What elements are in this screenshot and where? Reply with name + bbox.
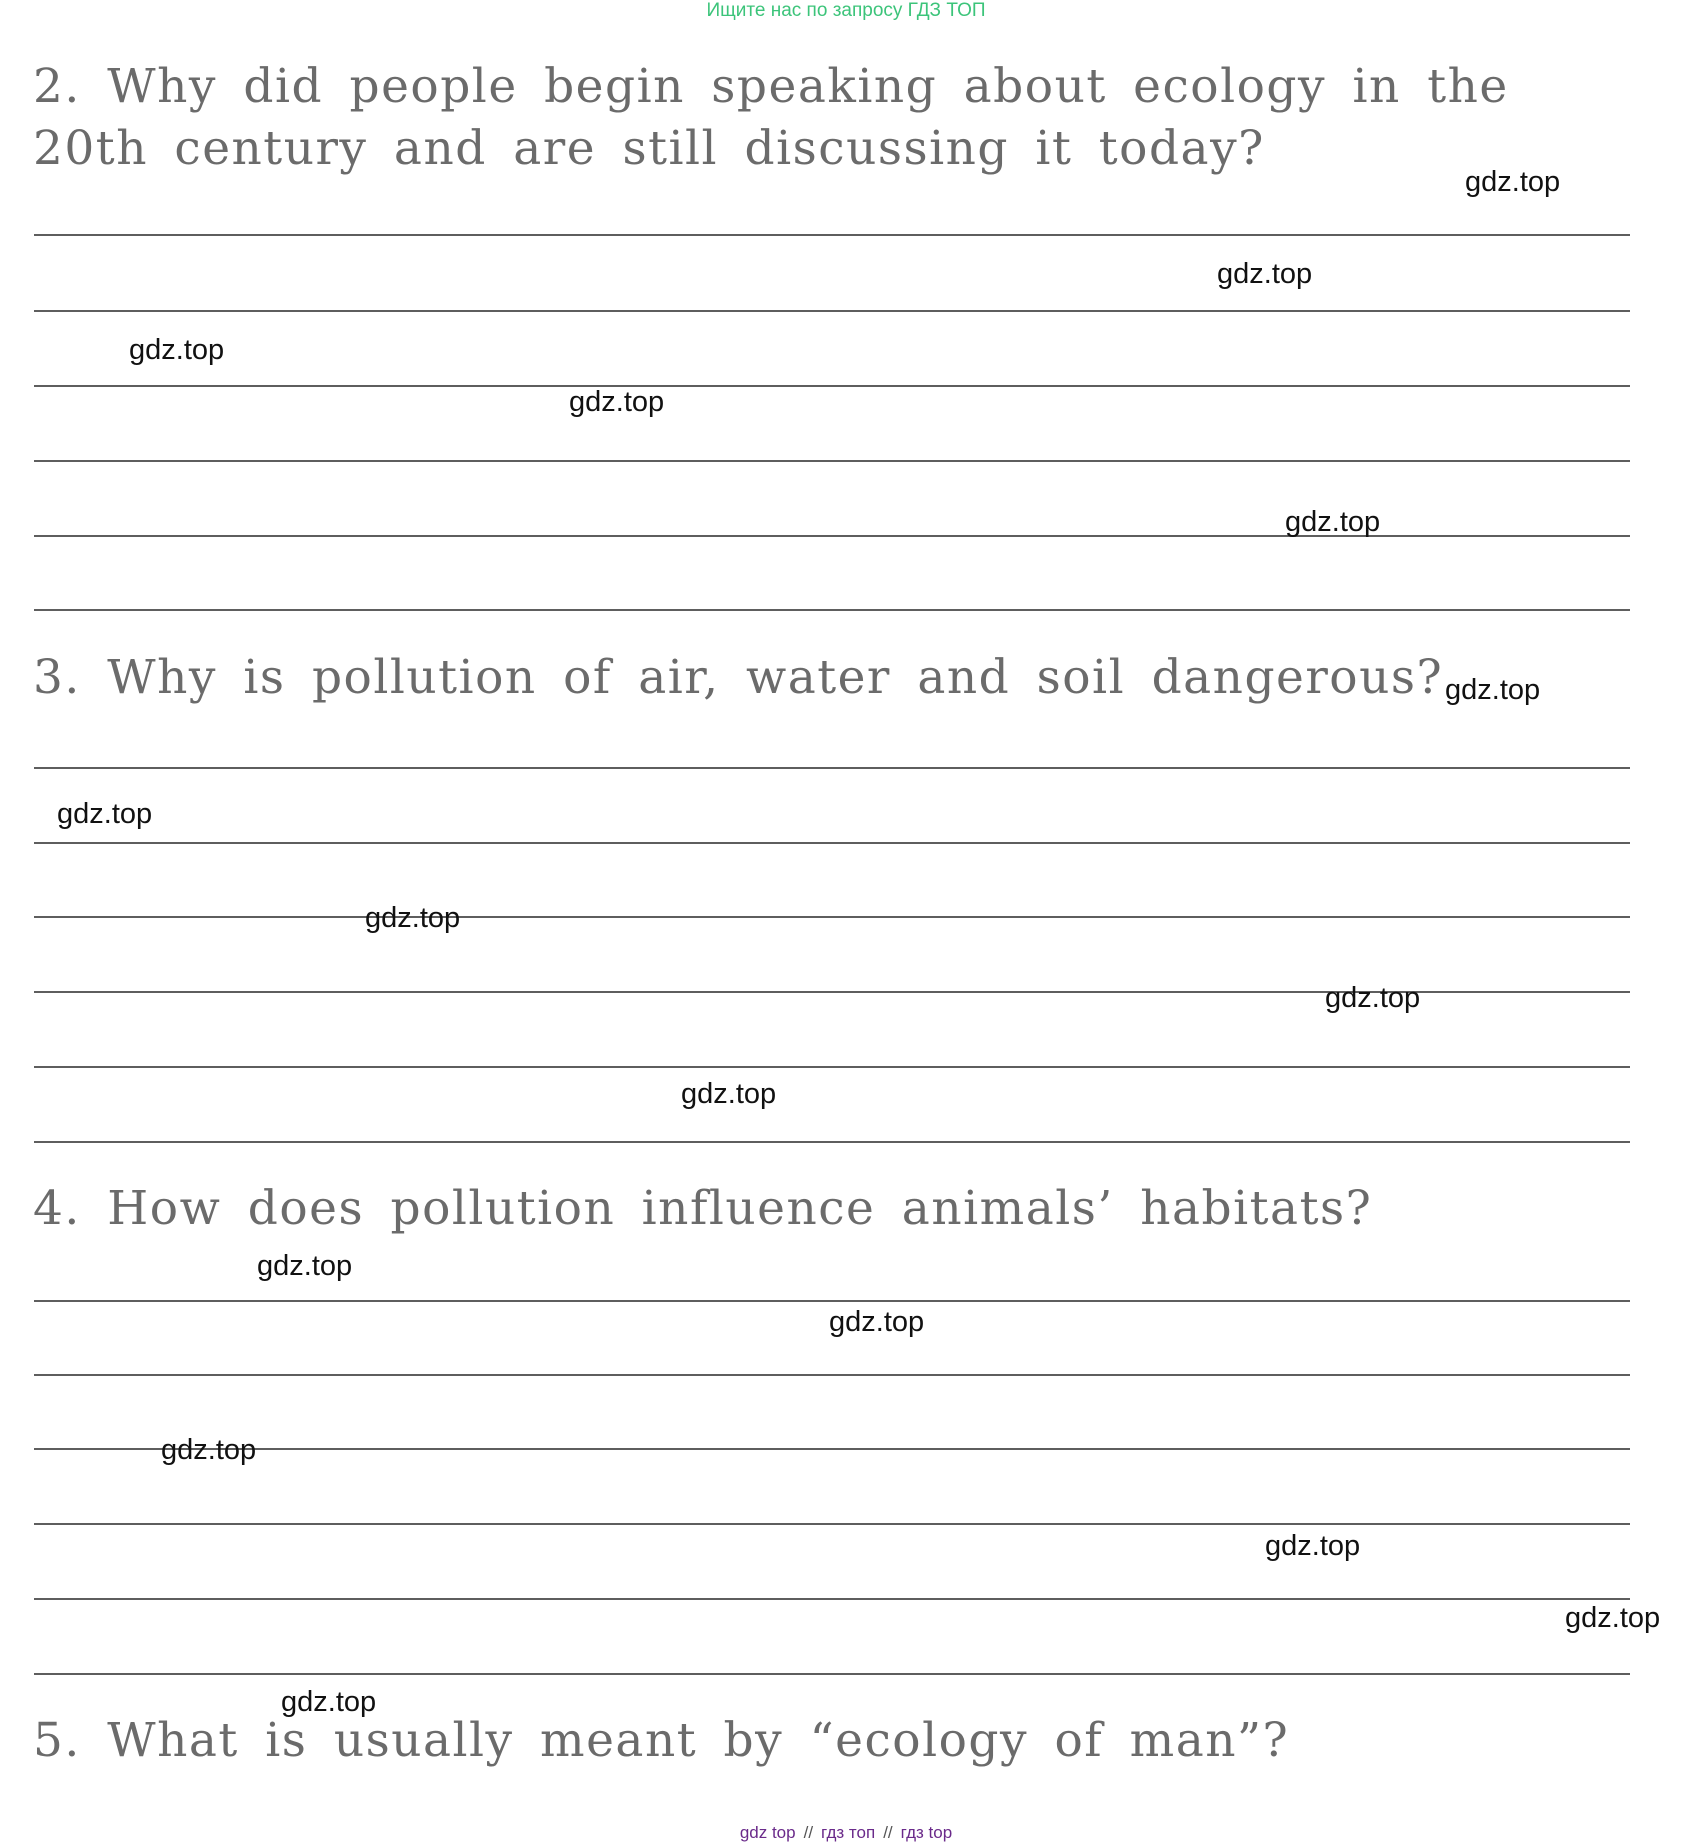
answer-line[interactable]: [34, 1673, 1630, 1675]
footer-link-gdz-top-mixed[interactable]: гдз top: [900, 1823, 953, 1842]
footer-links: [0, 1823, 1692, 1843]
watermark: gdz.top: [129, 334, 225, 366]
question-5: [33, 1710, 1633, 1772]
watermark: gdz.top: [161, 1434, 257, 1466]
question-text: Why is pollution of air, water and soil dangerous?: [107, 650, 1444, 705]
watermark: gdz.top: [281, 1686, 377, 1718]
watermark: gdz.top: [1217, 258, 1313, 290]
question-4: [33, 1178, 1633, 1240]
answer-line[interactable]: [34, 1300, 1630, 1302]
answer-line[interactable]: [34, 1598, 1630, 1600]
question-text: Why did people begin speaking about ecology in the 20th century and are still discussing it today?: [33, 59, 1509, 176]
watermark: gdz.top: [1465, 166, 1561, 198]
footer-separator: //: [803, 1823, 814, 1842]
question-text: How does pollution influence animals’ habitats?: [107, 1181, 1373, 1236]
watermark: gdz.top: [257, 1250, 353, 1282]
watermark: gdz.top: [1325, 982, 1421, 1014]
answer-line[interactable]: [34, 916, 1630, 918]
answer-line[interactable]: [34, 1066, 1630, 1068]
watermark: gdz.top: [829, 1306, 925, 1338]
answer-line[interactable]: [34, 842, 1630, 844]
answer-line[interactable]: [34, 385, 1630, 387]
answer-line[interactable]: [34, 234, 1630, 236]
footer-link-gdz-top[interactable]: gdz top: [739, 1823, 796, 1842]
answer-line[interactable]: [34, 535, 1630, 537]
question-2: [33, 56, 1633, 180]
question-number: 4.: [33, 1181, 81, 1236]
question-number: 5.: [33, 1713, 81, 1768]
answer-line[interactable]: [34, 1523, 1630, 1525]
watermark: gdz.top: [1445, 674, 1541, 706]
watermark: gdz.top: [365, 902, 461, 934]
answer-line[interactable]: [34, 609, 1630, 611]
question-number: 2.: [33, 59, 81, 114]
watermark: gdz.top: [57, 798, 153, 830]
answer-line[interactable]: [34, 310, 1630, 312]
footer-separator: //: [883, 1823, 893, 1842]
answer-line[interactable]: [34, 1448, 1630, 1450]
answer-line[interactable]: [34, 1374, 1630, 1376]
answer-line[interactable]: [34, 767, 1630, 769]
question-text: What is usually meant by “ecology of man”?: [107, 1713, 1290, 1768]
watermark: gdz.top: [1285, 506, 1381, 538]
search-hint-banner[interactable]: Ищите нас по запросу ГДЗ ТОП: [706, 0, 986, 21]
answer-line[interactable]: [34, 460, 1630, 462]
answer-line[interactable]: [34, 1141, 1630, 1143]
watermark: gdz.top: [681, 1078, 777, 1110]
watermark: gdz.top: [1565, 1602, 1661, 1634]
question-number: 3.: [33, 650, 81, 705]
watermark: gdz.top: [1265, 1530, 1361, 1562]
question-3: [33, 647, 1633, 709]
footer-link-gdz-top-cyrillic[interactable]: гдз топ: [821, 1823, 876, 1842]
watermark: gdz.top: [569, 386, 665, 418]
